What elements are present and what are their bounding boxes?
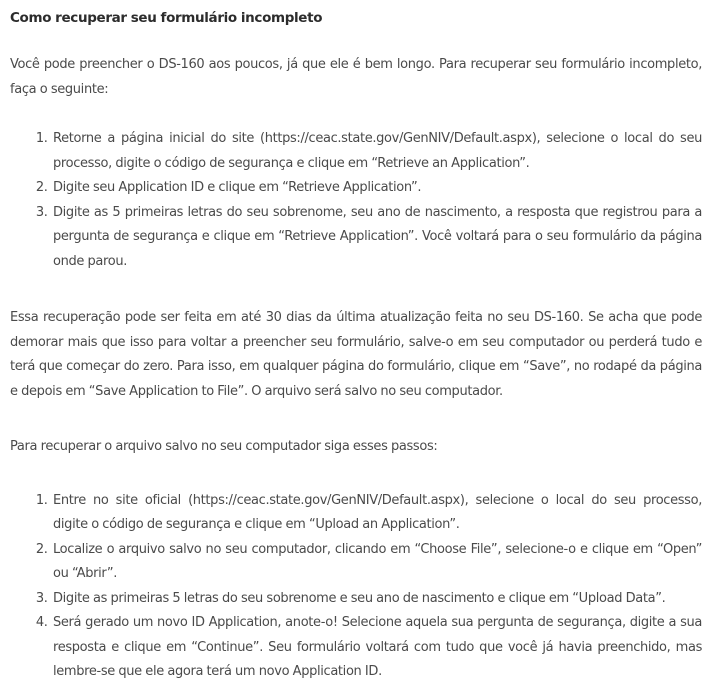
list-item: 3. Digite as primeiras 5 letras do seu sobrenome e seu ano de nascimento e clique em “Upload Data”. <box>51 587 702 612</box>
list-item: 1. Entre no site oficial (https://ceac.state.gov/GenNIV/Default.aspx), selecione o local do seu processo, digite o código de segurança e clique em “Upload an Application”. <box>51 489 702 538</box>
list-item: 3. Digite as 5 primeiras letras do seu sobrenome, seu ano de nascimento, a resposta que registrou para a pergunta de segurança e clique em “Retrieve Application”. Você voltará para o seu formulário da página onde parou. <box>51 201 702 275</box>
list-item: 2. Digite seu Application ID e clique em “Retrieve Application”. <box>51 176 702 201</box>
recovery-note-paragraph: Essa recuperação pode ser feita em até 30 dias da última atualização feita no seu DS-160. Se acha que pode demorar mais que isso para voltar a preencher seu formulário, salve-o em seu computador ou perderá tudo e terá que começar do zero. Para isso, em qualquer página do formulário, clique em “Save”, no rodapé da página e depois em “Save Application to File”. O arquivo será salvo no seu computador. <box>10 310 702 399</box>
retrieve-steps-list <box>10 127 702 274</box>
list-item: 2. Localize o arquivo salvo no seu computador, clicando em “Choose File”, selecione-o e clique em “Open” ou “Abrir”. <box>51 538 702 587</box>
list-item: 1. Retorne a página inicial do site (https://ceac.state.gov/GenNIV/Default.aspx), selecione o local do seu processo, digite o código de segurança e clique em “Retrieve an Application”. <box>51 127 702 176</box>
article-title: Como recuperar seu formulário incompleto <box>10 10 323 26</box>
intro-paragraph: Você pode preencher o DS-160 aos poucos, já que ele é bem longo. Para recuperar seu formulário incompleto, faça o seguinte: <box>10 57 702 97</box>
upload-steps-list <box>10 489 702 685</box>
saved-file-intro: Para recuperar o arquivo salvo no seu computador siga esses passos: <box>10 439 438 454</box>
list-item: 4. Será gerado um novo ID Application, anote-o! Selecione aquela sua pergunta de segurança, digite a sua resposta e clique em “Continue”. Seu formulário voltará com tudo que você já havia preenchido, mas lembre-se que ele agora terá um novo Application ID. <box>51 611 702 685</box>
